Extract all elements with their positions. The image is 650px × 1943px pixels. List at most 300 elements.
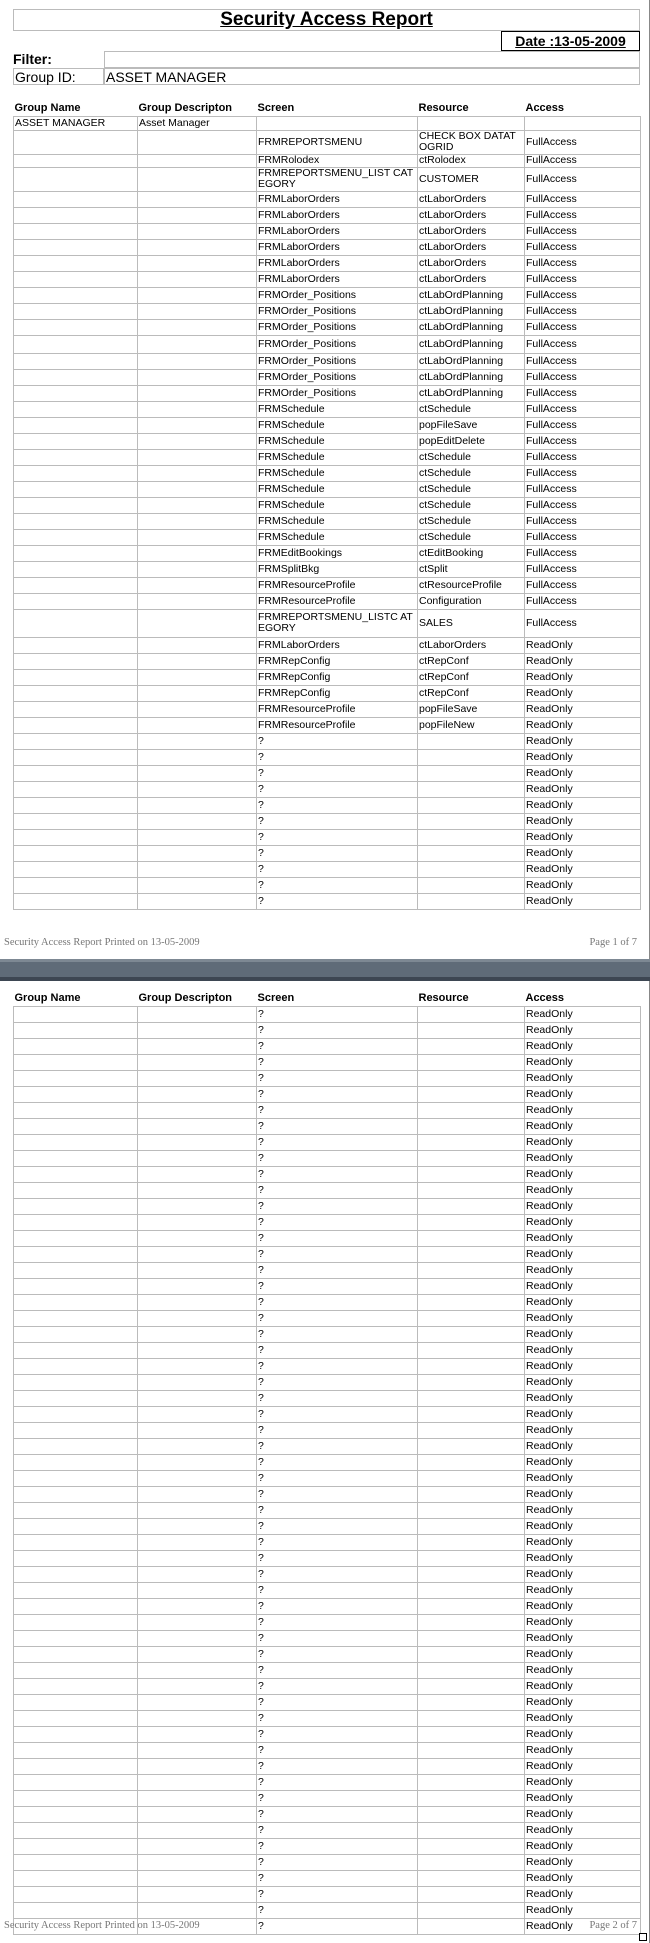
group-name-cell bbox=[14, 545, 138, 561]
table-row bbox=[14, 1870, 641, 1886]
group-name-cell bbox=[14, 1790, 138, 1806]
access-cell: ReadOnly bbox=[525, 1262, 641, 1278]
group-description-cell bbox=[138, 1518, 257, 1534]
filter-box bbox=[104, 51, 640, 68]
group-name-cell bbox=[14, 1342, 138, 1358]
screen-cell: ? bbox=[257, 1886, 418, 1902]
resource-cell bbox=[418, 893, 525, 909]
table-row bbox=[14, 1470, 641, 1486]
group-description-cell bbox=[138, 154, 257, 167]
screen-cell: ? bbox=[257, 1454, 418, 1470]
screen-cell: ? bbox=[257, 1870, 418, 1886]
resource-cell: ctSchedule bbox=[418, 401, 525, 417]
screen-cell: ? bbox=[257, 1918, 418, 1934]
access-cell: ReadOnly bbox=[525, 653, 641, 669]
group-description-cell bbox=[138, 733, 257, 749]
table-row bbox=[14, 1310, 641, 1326]
group-description-cell bbox=[138, 1630, 257, 1646]
screen-cell: ? bbox=[257, 1726, 418, 1742]
group-name-cell bbox=[14, 1390, 138, 1406]
resource-cell bbox=[418, 1422, 525, 1438]
screen-cell: ? bbox=[257, 1790, 418, 1806]
table-row bbox=[14, 207, 641, 223]
resource-cell bbox=[418, 1710, 525, 1726]
screen-cell: FRMREPORTSMENU_LISTC ATEGORY bbox=[257, 609, 418, 637]
table-row bbox=[14, 653, 641, 669]
group-description-cell bbox=[138, 481, 257, 497]
screen-cell: FRMSchedule bbox=[257, 465, 418, 481]
screen-cell: ? bbox=[257, 1566, 418, 1582]
resource-cell bbox=[418, 1646, 525, 1662]
resource-cell bbox=[418, 1918, 525, 1934]
screen-cell: ? bbox=[257, 893, 418, 909]
access-cell: FullAccess bbox=[525, 154, 641, 167]
resource-cell bbox=[418, 1166, 525, 1182]
access-cell: ReadOnly bbox=[525, 1198, 641, 1214]
access-cell: ReadOnly bbox=[525, 1630, 641, 1646]
resource-cell: ctRepConf bbox=[418, 653, 525, 669]
report-title-box bbox=[13, 9, 640, 31]
group-description-cell bbox=[138, 191, 257, 207]
resource-cell bbox=[418, 1326, 525, 1342]
table-row bbox=[14, 401, 641, 417]
table-header-row bbox=[14, 992, 641, 1006]
access-cell: ReadOnly bbox=[525, 1598, 641, 1614]
access-cell: ReadOnly bbox=[525, 1406, 641, 1422]
group-description-cell bbox=[138, 1550, 257, 1566]
group-description-cell bbox=[138, 1262, 257, 1278]
group-name-cell bbox=[14, 1278, 138, 1294]
access-cell: ReadOnly bbox=[525, 1534, 641, 1550]
resource-cell bbox=[418, 1262, 525, 1278]
resource-cell bbox=[418, 765, 525, 781]
resource-cell: ctLaborOrders bbox=[418, 271, 525, 287]
resource-cell bbox=[418, 1694, 525, 1710]
table-row bbox=[14, 1118, 641, 1134]
table-row bbox=[14, 335, 641, 353]
access-cell: ReadOnly bbox=[525, 1662, 641, 1678]
group-description-cell bbox=[138, 1822, 257, 1838]
resource-cell bbox=[418, 1342, 525, 1358]
screen-cell: ? bbox=[257, 1502, 418, 1518]
table-row bbox=[14, 1246, 641, 1262]
table-row bbox=[14, 1278, 641, 1294]
group-name-cell bbox=[14, 303, 138, 319]
group-name-cell bbox=[14, 1038, 138, 1054]
screen-cell: ? bbox=[257, 1742, 418, 1758]
footer-page-number: Page 2 of 7 bbox=[589, 1920, 637, 1931]
group-description-cell bbox=[138, 749, 257, 765]
screen-cell: FRMRolodex bbox=[257, 154, 418, 167]
group-name-cell bbox=[14, 861, 138, 877]
table-row bbox=[14, 1070, 641, 1086]
screen-cell: FRMREPORTSMENU bbox=[257, 130, 418, 154]
screen-cell: ? bbox=[257, 1070, 418, 1086]
screen-cell: ? bbox=[257, 1006, 418, 1022]
screen-cell: FRMEditBookings bbox=[257, 545, 418, 561]
screen-cell: FRMLaborOrders bbox=[257, 207, 418, 223]
table-row bbox=[14, 1822, 641, 1838]
group-description-cell bbox=[138, 1214, 257, 1230]
filter-label: Filter: bbox=[13, 51, 52, 67]
group-description-cell bbox=[138, 877, 257, 893]
group-description-cell bbox=[138, 513, 257, 529]
table-row bbox=[14, 287, 641, 303]
group-name-cell bbox=[14, 813, 138, 829]
resource-cell: ctSplit bbox=[418, 561, 525, 577]
access-cell: ReadOnly bbox=[525, 1678, 641, 1694]
resource-cell bbox=[418, 1534, 525, 1550]
group-name-cell bbox=[14, 1358, 138, 1374]
access-cell: ReadOnly bbox=[525, 1454, 641, 1470]
access-cell: ReadOnly bbox=[525, 845, 641, 861]
resource-cell bbox=[418, 749, 525, 765]
table-row bbox=[14, 449, 641, 465]
group-name-cell bbox=[14, 1806, 138, 1822]
access-cell: ReadOnly bbox=[525, 1870, 641, 1886]
screen-cell: ? bbox=[257, 1294, 418, 1310]
group-name-cell bbox=[14, 154, 138, 167]
access-cell: FullAccess bbox=[525, 207, 641, 223]
resource-cell: ctLabOrdPlanning bbox=[418, 369, 525, 385]
resource-cell: Configuration bbox=[418, 593, 525, 609]
access-cell: FullAccess bbox=[525, 497, 641, 513]
table-row bbox=[14, 1166, 641, 1182]
resource-cell bbox=[418, 733, 525, 749]
table-row bbox=[14, 1646, 641, 1662]
group-name-cell bbox=[14, 529, 138, 545]
table-row bbox=[14, 781, 641, 797]
resource-cell: ctRepConf bbox=[418, 685, 525, 701]
access-cell: ReadOnly bbox=[525, 1166, 641, 1182]
access-cell: ReadOnly bbox=[525, 1214, 641, 1230]
resource-cell: ctLabOrdPlanning bbox=[418, 335, 525, 353]
table-row bbox=[14, 1534, 641, 1550]
screen-cell: ? bbox=[257, 1486, 418, 1502]
table-row bbox=[14, 1102, 641, 1118]
column-header-screen: Screen bbox=[257, 992, 295, 1005]
group-name-cell bbox=[14, 893, 138, 909]
group-description-cell bbox=[138, 1326, 257, 1342]
screen-cell: ? bbox=[257, 797, 418, 813]
group-description-cell bbox=[138, 1054, 257, 1070]
access-cell: ReadOnly bbox=[525, 717, 641, 733]
table-row bbox=[14, 829, 641, 845]
group-name-cell: ASSET MANAGER bbox=[14, 116, 138, 130]
screen-cell: FRMLaborOrders bbox=[257, 255, 418, 271]
resource-cell bbox=[418, 1502, 525, 1518]
group-description-cell bbox=[138, 765, 257, 781]
group-name-cell bbox=[14, 319, 138, 335]
group-description-cell bbox=[138, 1710, 257, 1726]
table-row bbox=[14, 813, 641, 829]
screen-cell: FRMSplitBkg bbox=[257, 561, 418, 577]
access-cell: ReadOnly bbox=[525, 1758, 641, 1774]
group-description-cell bbox=[138, 1406, 257, 1422]
footer-printed-on: Security Access Report Printed on 13-05-2009 bbox=[4, 1920, 200, 1931]
group-description-cell bbox=[138, 845, 257, 861]
access-cell: ReadOnly bbox=[525, 733, 641, 749]
table-row bbox=[14, 271, 641, 287]
screen-cell: ? bbox=[257, 1278, 418, 1294]
screen-cell: ? bbox=[257, 1166, 418, 1182]
screen-cell: ? bbox=[257, 1854, 418, 1870]
screen-cell: ? bbox=[257, 1406, 418, 1422]
group-description-cell bbox=[138, 1726, 257, 1742]
resource-cell bbox=[418, 1102, 525, 1118]
screen-cell: ? bbox=[257, 1646, 418, 1662]
group-name-cell bbox=[14, 130, 138, 154]
screen-cell: ? bbox=[257, 1598, 418, 1614]
group-row bbox=[14, 116, 641, 130]
group-name-cell bbox=[14, 577, 138, 593]
screen-cell: ? bbox=[257, 1086, 418, 1102]
table-row bbox=[14, 717, 641, 733]
resource-cell bbox=[418, 1806, 525, 1822]
table-row bbox=[14, 1550, 641, 1566]
footer-printed-on: Security Access Report Printed on 13-05-2009 bbox=[4, 937, 200, 948]
access-cell: ReadOnly bbox=[525, 1342, 641, 1358]
screen-cell: ? bbox=[257, 1182, 418, 1198]
screen-cell: ? bbox=[257, 1342, 418, 1358]
resource-cell bbox=[418, 1758, 525, 1774]
group-name-cell bbox=[14, 1742, 138, 1758]
access-cell: FullAccess bbox=[525, 191, 641, 207]
group-description-cell bbox=[138, 1294, 257, 1310]
group-description-cell bbox=[138, 893, 257, 909]
screen-cell: ? bbox=[257, 1662, 418, 1678]
access-cell: FullAccess bbox=[525, 593, 641, 609]
report-page-1 bbox=[0, 0, 650, 959]
resource-cell bbox=[418, 1294, 525, 1310]
resource-cell: popFileSave bbox=[418, 417, 525, 433]
group-name-cell bbox=[14, 1758, 138, 1774]
group-description-cell bbox=[138, 1646, 257, 1662]
group-name-cell bbox=[14, 685, 138, 701]
group-name-cell bbox=[14, 1406, 138, 1422]
resource-cell: CUSTOMER bbox=[418, 167, 525, 191]
group-name-cell bbox=[14, 1070, 138, 1086]
resource-cell bbox=[418, 1390, 525, 1406]
access-cell: FullAccess bbox=[525, 449, 641, 465]
group-description-cell bbox=[138, 1742, 257, 1758]
group-name-cell bbox=[14, 1518, 138, 1534]
access-cell: ReadOnly bbox=[525, 1230, 641, 1246]
screen-cell: ? bbox=[257, 1838, 418, 1854]
group-description-cell bbox=[138, 1662, 257, 1678]
group-name-cell bbox=[14, 1822, 138, 1838]
access-cell: FullAccess bbox=[525, 609, 641, 637]
group-name-cell bbox=[14, 353, 138, 369]
group-description-cell bbox=[138, 271, 257, 287]
table-row bbox=[14, 1486, 641, 1502]
access-cell: ReadOnly bbox=[525, 1278, 641, 1294]
column-header-access: Access bbox=[525, 992, 565, 1005]
resource-cell bbox=[418, 1118, 525, 1134]
table-row bbox=[14, 1358, 641, 1374]
resource-cell: ctSchedule bbox=[418, 529, 525, 545]
resource-cell: ctRepConf bbox=[418, 669, 525, 685]
access-cell: ReadOnly bbox=[525, 1038, 641, 1054]
group-name-cell bbox=[14, 1902, 138, 1918]
access-cell: ReadOnly bbox=[525, 1326, 641, 1342]
screen-cell: ? bbox=[257, 1438, 418, 1454]
resource-cell bbox=[418, 1902, 525, 1918]
table-row bbox=[14, 765, 641, 781]
group-name-cell bbox=[14, 1150, 138, 1166]
screen-cell: ? bbox=[257, 1550, 418, 1566]
group-name-cell bbox=[14, 609, 138, 637]
group-name-cell bbox=[14, 1550, 138, 1566]
resource-cell: ctLabOrdPlanning bbox=[418, 353, 525, 369]
table-row bbox=[14, 1294, 641, 1310]
group-description-cell bbox=[138, 385, 257, 401]
group-description-cell bbox=[138, 497, 257, 513]
screen-cell: ? bbox=[257, 1774, 418, 1790]
group-name-cell bbox=[14, 1870, 138, 1886]
access-cell: ReadOnly bbox=[525, 1806, 641, 1822]
resource-cell bbox=[418, 861, 525, 877]
screen-cell: ? bbox=[257, 1310, 418, 1326]
table-row bbox=[14, 1886, 641, 1902]
screen-cell: FRMOrder_Positions bbox=[257, 385, 418, 401]
screen-cell: FRMOrder_Positions bbox=[257, 303, 418, 319]
screen-cell: ? bbox=[257, 1038, 418, 1054]
access-cell: ReadOnly bbox=[525, 781, 641, 797]
access-cell: ReadOnly bbox=[525, 1054, 641, 1070]
table-row bbox=[14, 1726, 641, 1742]
group-description-cell bbox=[138, 1566, 257, 1582]
group-description-cell bbox=[138, 1342, 257, 1358]
resource-cell: ctSchedule bbox=[418, 513, 525, 529]
resource-cell bbox=[418, 1790, 525, 1806]
access-cell: ReadOnly bbox=[525, 877, 641, 893]
screen-cell: FRMSchedule bbox=[257, 449, 418, 465]
group-description-cell bbox=[138, 1422, 257, 1438]
screen-cell: ? bbox=[257, 813, 418, 829]
resource-cell bbox=[418, 1374, 525, 1390]
access-cell: ReadOnly bbox=[525, 637, 641, 653]
resource-cell: popFileSave bbox=[418, 701, 525, 717]
screen-cell: ? bbox=[257, 733, 418, 749]
group-description-cell bbox=[138, 1870, 257, 1886]
group-name-cell bbox=[14, 433, 138, 449]
group-description-cell bbox=[138, 1086, 257, 1102]
screen-cell: ? bbox=[257, 1022, 418, 1038]
group-name-cell bbox=[14, 637, 138, 653]
screen-cell: ? bbox=[257, 1390, 418, 1406]
resource-cell bbox=[418, 1518, 525, 1534]
table-row bbox=[14, 861, 641, 877]
group-name-cell bbox=[14, 417, 138, 433]
screen-cell: ? bbox=[257, 781, 418, 797]
group-description-cell bbox=[138, 1678, 257, 1694]
screen-cell: ? bbox=[257, 1118, 418, 1134]
group-description-cell bbox=[138, 529, 257, 545]
group-name-cell bbox=[14, 449, 138, 465]
screen-cell: ? bbox=[257, 877, 418, 893]
access-cell: ReadOnly bbox=[525, 1790, 641, 1806]
table-row bbox=[14, 1054, 641, 1070]
resize-grip[interactable] bbox=[639, 1933, 647, 1941]
table-row bbox=[14, 353, 641, 369]
resource-cell bbox=[418, 1870, 525, 1886]
access-cell: ReadOnly bbox=[525, 1022, 641, 1038]
access-cell: ReadOnly bbox=[525, 1550, 641, 1566]
group-name-cell bbox=[14, 1326, 138, 1342]
table-row bbox=[14, 749, 641, 765]
group-description-cell bbox=[138, 1598, 257, 1614]
access-cell: ReadOnly bbox=[525, 1134, 641, 1150]
table-row bbox=[14, 1838, 641, 1854]
group-description-cell bbox=[138, 593, 257, 609]
resource-cell bbox=[418, 1614, 525, 1630]
group-description-cell bbox=[138, 1470, 257, 1486]
table-row bbox=[14, 545, 641, 561]
table-row bbox=[14, 303, 641, 319]
screen-cell: FRMRepConfig bbox=[257, 653, 418, 669]
group-name-cell bbox=[14, 465, 138, 481]
table-row bbox=[14, 223, 641, 239]
group-description-cell bbox=[138, 1774, 257, 1790]
resource-cell bbox=[418, 797, 525, 813]
table-row bbox=[14, 319, 641, 335]
group-name-cell bbox=[14, 1134, 138, 1150]
group-name-cell bbox=[14, 1374, 138, 1390]
table-row bbox=[14, 1710, 641, 1726]
access-table-page-2 bbox=[13, 992, 641, 1935]
table-row bbox=[14, 1694, 641, 1710]
group-name-cell bbox=[14, 1198, 138, 1214]
table-row bbox=[14, 637, 641, 653]
group-name-cell bbox=[14, 481, 138, 497]
column-header-resource: Resource bbox=[418, 102, 469, 115]
group-description-cell bbox=[138, 1310, 257, 1326]
group-name-cell bbox=[14, 223, 138, 239]
table-row bbox=[14, 255, 641, 271]
screen-cell: FRMSchedule bbox=[257, 529, 418, 545]
screen-cell: ? bbox=[257, 1902, 418, 1918]
table-row bbox=[14, 1182, 641, 1198]
resource-cell bbox=[418, 781, 525, 797]
group-description-cell bbox=[138, 417, 257, 433]
table-row bbox=[14, 239, 641, 255]
screen-cell: FRMOrder_Positions bbox=[257, 335, 418, 353]
group-name-cell bbox=[14, 335, 138, 353]
table-row bbox=[14, 893, 641, 909]
group-name-cell bbox=[14, 781, 138, 797]
group-description-cell bbox=[138, 1806, 257, 1822]
resource-cell bbox=[418, 1662, 525, 1678]
table-row bbox=[14, 669, 641, 685]
screen-cell: FRMResourceProfile bbox=[257, 717, 418, 733]
access-cell: ReadOnly bbox=[525, 1838, 641, 1854]
table-row bbox=[14, 1614, 641, 1630]
resource-cell bbox=[418, 1278, 525, 1294]
access-cell: FullAccess bbox=[525, 481, 641, 497]
screen-cell: ? bbox=[257, 845, 418, 861]
access-cell: ReadOnly bbox=[525, 1006, 641, 1022]
resource-cell: ctSchedule bbox=[418, 465, 525, 481]
group-name-cell bbox=[14, 1230, 138, 1246]
group-description-cell bbox=[138, 449, 257, 465]
group-name-cell bbox=[14, 1310, 138, 1326]
access-cell: ReadOnly bbox=[525, 1470, 641, 1486]
table-row bbox=[14, 593, 641, 609]
group-name-cell bbox=[14, 1118, 138, 1134]
table-row bbox=[14, 1454, 641, 1470]
group-name-cell bbox=[14, 1710, 138, 1726]
